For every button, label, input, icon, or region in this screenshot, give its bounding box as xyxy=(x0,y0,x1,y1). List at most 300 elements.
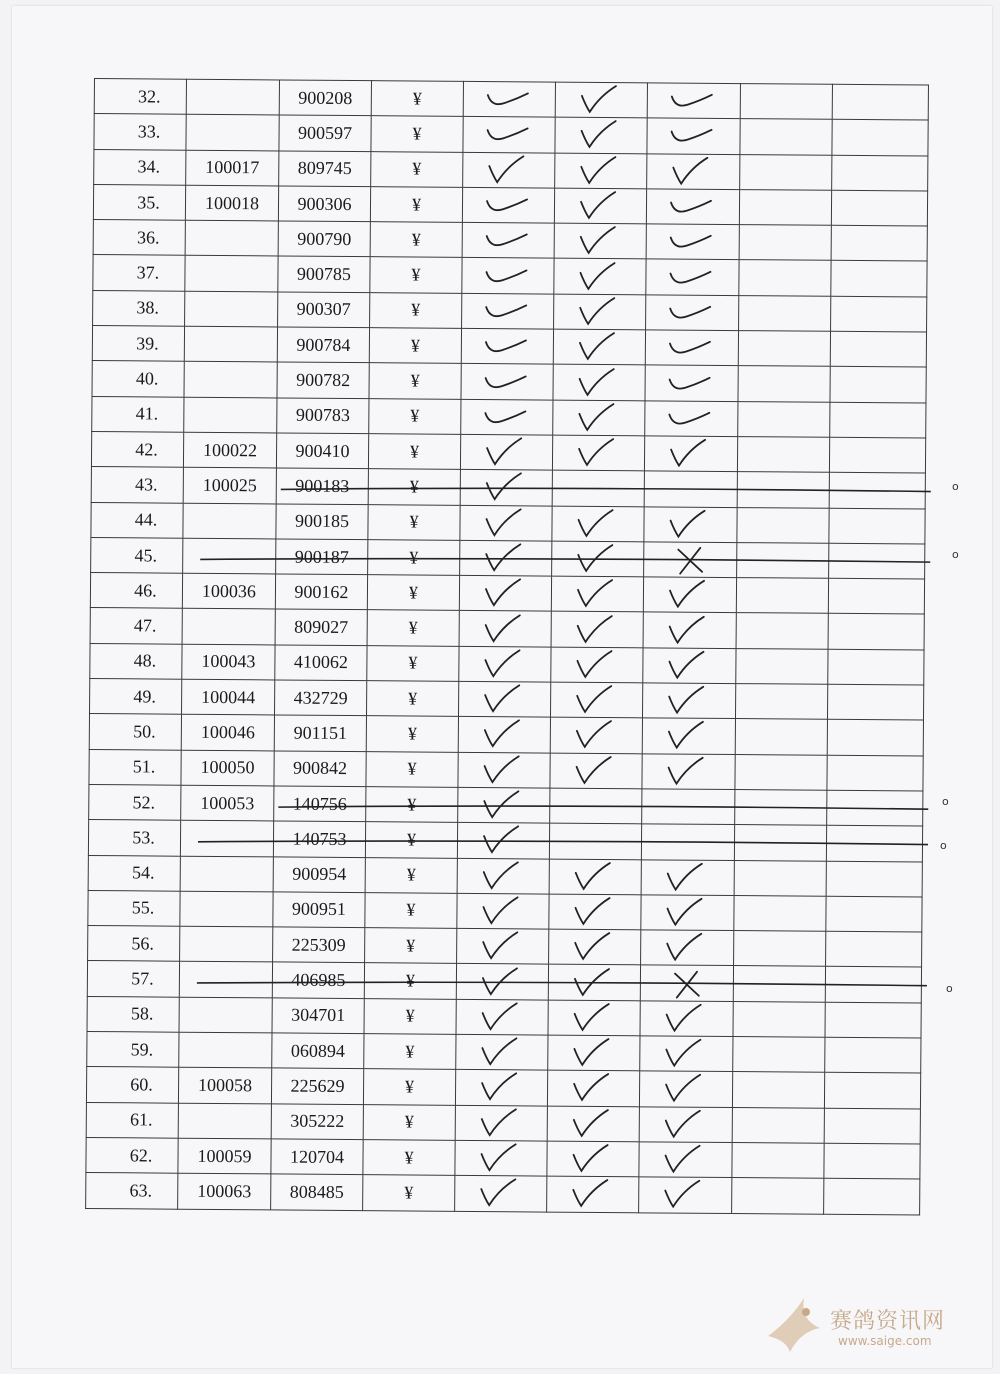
empty-cell xyxy=(737,507,829,543)
check-mark-icon xyxy=(471,1107,531,1139)
empty-cell xyxy=(832,84,928,120)
check-cell-2 xyxy=(547,1176,639,1212)
code-number: 432729 xyxy=(275,680,367,716)
check-cell-2 xyxy=(552,435,644,471)
yen-mark: ¥ xyxy=(364,963,456,999)
check-mark-icon xyxy=(563,1143,623,1175)
check-mark-icon xyxy=(657,896,717,928)
check-cell-2 xyxy=(547,1141,639,1177)
yen-mark: ¥ xyxy=(363,1069,455,1105)
check-cell-1 xyxy=(457,893,549,929)
empty-cell xyxy=(828,578,924,614)
check-cell-1 xyxy=(462,258,554,294)
ring-number: 100063 xyxy=(178,1173,271,1209)
row-number: 44. xyxy=(91,502,183,538)
empty-cell xyxy=(831,296,927,332)
check-cell-1 xyxy=(456,1034,548,1070)
check-mark-icon xyxy=(474,718,534,750)
check-mark-icon xyxy=(656,1073,716,1105)
code-number: 406985 xyxy=(272,962,364,998)
yen-mark: ¥ xyxy=(371,81,463,117)
ring-number xyxy=(183,538,276,574)
empty-cell xyxy=(740,154,832,190)
check-mark-icon xyxy=(657,932,717,964)
row-number: 34. xyxy=(94,149,186,185)
ring-number xyxy=(179,997,272,1033)
yen-mark: ¥ xyxy=(369,328,461,364)
check-mark-icon xyxy=(657,1002,717,1034)
check-cell-3 xyxy=(643,612,736,648)
check-mark-icon xyxy=(571,154,631,186)
check-cell-2 xyxy=(548,965,640,1001)
check-cell-1 xyxy=(455,1140,547,1176)
check-mark-icon xyxy=(655,1179,715,1211)
check-mark-icon xyxy=(662,296,722,328)
empty-cell xyxy=(826,861,922,897)
check-cell-1 xyxy=(458,717,550,753)
check-mark-icon xyxy=(564,966,624,998)
check-cell-2 xyxy=(552,506,644,542)
yen-mark: ¥ xyxy=(364,1034,456,1070)
empty-cell xyxy=(831,190,927,226)
check-mark-icon xyxy=(660,579,720,611)
yen-mark: ¥ xyxy=(367,575,459,611)
check-cell-3 xyxy=(639,1071,732,1107)
check-cell-3 xyxy=(646,259,739,295)
empty-cell xyxy=(824,1108,920,1144)
check-mark-icon xyxy=(571,119,631,151)
yen-mark: ¥ xyxy=(370,257,462,293)
check-cell-1 xyxy=(459,576,551,612)
yen-mark: ¥ xyxy=(370,222,462,258)
check-cell-3 xyxy=(645,330,738,366)
ring-number xyxy=(179,962,272,998)
check-cell-2 xyxy=(548,1035,640,1071)
row-number: 40. xyxy=(92,361,184,397)
check-cell-2 xyxy=(549,859,641,895)
ring-number xyxy=(180,820,273,856)
check-mark-icon xyxy=(662,332,722,364)
check-cell-2 xyxy=(550,788,642,824)
check-cell-3 xyxy=(641,930,734,966)
ring-number xyxy=(180,856,273,892)
empty-cell xyxy=(828,614,924,650)
check-mark-icon xyxy=(570,190,630,222)
check-mark-icon xyxy=(475,683,535,715)
check-mark-icon xyxy=(565,896,625,928)
check-mark-icon xyxy=(658,755,718,787)
empty-cell xyxy=(732,1107,824,1143)
empty-cell xyxy=(827,720,923,756)
row-number: 36. xyxy=(93,220,185,256)
check-cell-2 xyxy=(552,470,644,506)
check-mark-icon xyxy=(478,224,538,256)
ring-number xyxy=(184,397,277,433)
check-mark-icon xyxy=(567,684,627,716)
row-number: 59. xyxy=(87,1031,179,1067)
yen-mark: ¥ xyxy=(363,1140,455,1176)
check-mark-icon xyxy=(570,260,630,292)
empty-cell xyxy=(736,578,828,614)
code-number: 900185 xyxy=(276,504,368,540)
check-mark-icon xyxy=(568,437,628,469)
check-cell-3 xyxy=(646,295,739,331)
row-number: 49. xyxy=(90,679,182,715)
check-cell-2 xyxy=(554,294,646,330)
empty-cell xyxy=(832,120,928,156)
check-cell-2 xyxy=(553,400,645,436)
check-cell-2 xyxy=(553,364,645,400)
check-cell-2 xyxy=(552,541,644,577)
empty-cell xyxy=(829,437,925,473)
code-number: 900410 xyxy=(276,433,368,469)
ring-number xyxy=(184,362,277,398)
check-cell-1 xyxy=(457,858,549,894)
row-number: 53. xyxy=(88,820,180,856)
empty-cell xyxy=(829,473,925,509)
check-cell-1 xyxy=(458,752,550,788)
check-mark-icon xyxy=(563,1072,623,1104)
check-mark-icon xyxy=(662,261,722,293)
check-cell-1 xyxy=(461,328,553,364)
yen-mark: ¥ xyxy=(368,540,460,576)
yen-mark: ¥ xyxy=(363,1175,455,1211)
empty-cell xyxy=(831,261,927,297)
check-cell-1 xyxy=(460,470,552,506)
code-number: 140756 xyxy=(274,786,366,822)
margin-mark: o xyxy=(946,982,953,995)
empty-cell xyxy=(733,966,825,1002)
cross-mark-icon xyxy=(660,543,720,575)
yen-mark: ¥ xyxy=(369,398,461,434)
check-cell-3 xyxy=(642,753,735,789)
check-cell-3 xyxy=(645,365,738,401)
code-number: 809027 xyxy=(275,609,367,645)
empty-cell xyxy=(736,648,828,684)
check-mark-icon xyxy=(660,508,720,540)
check-cell-2 xyxy=(554,223,646,259)
code-number: 900785 xyxy=(278,256,370,292)
ring-number: 100022 xyxy=(183,432,276,468)
ring-number xyxy=(185,291,278,327)
code-number: 901151 xyxy=(274,715,366,751)
check-cell-1 xyxy=(456,999,548,1035)
code-number: 225309 xyxy=(273,927,365,963)
check-cell-3 xyxy=(641,895,734,931)
check-mark-icon xyxy=(659,685,719,717)
check-cell-1 xyxy=(460,434,552,470)
check-mark-icon xyxy=(471,1071,531,1103)
empty-cell xyxy=(737,437,829,473)
row-number: 61. xyxy=(86,1102,178,1138)
code-number: 900187 xyxy=(276,539,368,575)
table-row xyxy=(86,1173,920,1215)
check-cell-3 xyxy=(646,189,739,225)
check-mark-icon xyxy=(568,507,628,539)
check-mark-icon xyxy=(471,1177,531,1209)
row-number: 35. xyxy=(93,184,185,220)
check-cell-2 xyxy=(551,576,643,612)
ring-number: 100017 xyxy=(186,150,279,186)
check-cell-1 xyxy=(463,81,555,117)
ring-number: 100018 xyxy=(185,185,278,221)
check-cell-1 xyxy=(463,152,555,188)
watermark-title: 赛鸽资讯网 xyxy=(830,1309,946,1334)
code-number: 900954 xyxy=(273,856,365,892)
code-number: 900208 xyxy=(279,80,371,116)
check-cell-1 xyxy=(458,787,550,823)
empty-cell xyxy=(824,1073,920,1109)
empty-cell xyxy=(829,508,925,544)
check-cell-2 xyxy=(555,82,647,118)
empty-cell xyxy=(732,1178,824,1214)
check-table xyxy=(85,78,929,1215)
row-number: 43. xyxy=(91,467,183,503)
ring-number: 100044 xyxy=(182,679,275,715)
yen-mark: ¥ xyxy=(371,151,463,187)
empty-cell xyxy=(734,895,826,931)
empty-cell xyxy=(825,1037,921,1073)
yen-mark: ¥ xyxy=(368,469,460,505)
check-cell-3 xyxy=(640,965,733,1001)
code-number: 225629 xyxy=(271,1068,363,1104)
check-cell-3 xyxy=(640,1001,733,1037)
check-cell-2 xyxy=(551,647,643,683)
check-cell-3 xyxy=(644,542,737,578)
check-cell-3 xyxy=(641,824,734,860)
empty-cell xyxy=(738,331,830,367)
check-mark-icon xyxy=(656,1038,716,1070)
check-mark-icon xyxy=(565,860,625,892)
code-number: 900783 xyxy=(277,398,369,434)
empty-cell xyxy=(739,295,831,331)
check-cell-1 xyxy=(455,1176,547,1212)
row-number: 42. xyxy=(91,431,183,467)
yen-mark: ¥ xyxy=(365,857,457,893)
check-cell-1 xyxy=(456,964,548,1000)
yen-mark: ¥ xyxy=(371,116,463,152)
empty-cell xyxy=(827,755,923,791)
check-cell-2 xyxy=(549,823,641,859)
empty-cell xyxy=(825,1002,921,1038)
row-number: 52. xyxy=(89,784,181,820)
check-cell-3 xyxy=(643,577,736,613)
row-number: 45. xyxy=(91,537,183,573)
check-cell-3 xyxy=(639,1106,732,1142)
check-mark-icon xyxy=(569,331,629,363)
empty-cell xyxy=(735,789,827,825)
check-mark-icon xyxy=(663,191,723,223)
ring-number: 100043 xyxy=(182,644,275,680)
check-mark-icon xyxy=(477,330,537,362)
yen-mark: ¥ xyxy=(364,998,456,1034)
code-number: 900597 xyxy=(279,115,371,151)
check-mark-icon xyxy=(471,1142,531,1174)
check-cell-2 xyxy=(551,612,643,648)
yen-mark: ¥ xyxy=(366,681,458,717)
check-cell-1 xyxy=(459,611,551,647)
empty-cell xyxy=(734,825,826,861)
check-mark-icon xyxy=(475,577,535,609)
check-mark-icon xyxy=(475,648,535,680)
check-cell-3 xyxy=(646,224,739,260)
ring-number xyxy=(180,891,273,927)
yen-mark: ¥ xyxy=(370,292,462,328)
check-mark-icon xyxy=(569,402,629,434)
check-cell-3 xyxy=(639,1142,732,1178)
yen-mark: ¥ xyxy=(369,363,461,399)
margin-mark: o xyxy=(952,480,959,493)
ring-number xyxy=(182,609,275,645)
check-mark-icon xyxy=(478,260,538,292)
code-number: 900782 xyxy=(277,362,369,398)
check-mark-icon xyxy=(568,543,628,575)
row-number: 41. xyxy=(92,396,184,432)
row-number: 54. xyxy=(88,855,180,891)
check-cell-1 xyxy=(459,646,551,682)
ring-number xyxy=(185,256,278,292)
ring-number xyxy=(185,220,278,256)
yen-mark: ¥ xyxy=(366,751,458,787)
check-mark-icon xyxy=(479,154,539,186)
table-body xyxy=(86,79,929,1215)
empty-cell xyxy=(827,790,923,826)
empty-cell xyxy=(831,225,927,261)
ring-number: 100058 xyxy=(178,1068,271,1104)
check-mark-icon xyxy=(659,649,719,681)
check-cell-2 xyxy=(550,753,642,789)
yen-mark: ¥ xyxy=(368,434,460,470)
row-number: 56. xyxy=(88,926,180,962)
empty-cell xyxy=(832,155,928,191)
empty-cell xyxy=(735,684,827,720)
check-mark-icon xyxy=(474,754,534,786)
empty-cell xyxy=(829,543,925,579)
empty-cell xyxy=(736,613,828,649)
check-cell-1 xyxy=(458,681,550,717)
check-mark-icon xyxy=(479,83,539,115)
row-number: 33. xyxy=(94,114,186,150)
empty-cell xyxy=(740,84,832,120)
ring-number: 100053 xyxy=(181,785,274,821)
check-cell-2 xyxy=(548,1000,640,1036)
check-cell-2 xyxy=(550,682,642,718)
ring-number xyxy=(179,1032,272,1068)
check-mark-icon xyxy=(567,613,627,645)
margin-mark: o xyxy=(952,548,959,561)
check-cell-1 xyxy=(455,1105,547,1141)
check-mark-icon xyxy=(563,1107,623,1139)
check-cell-2 xyxy=(554,259,646,295)
empty-cell xyxy=(826,896,922,932)
empty-cell xyxy=(739,189,831,225)
ring-number: 100025 xyxy=(183,467,276,503)
check-cell-3 xyxy=(644,506,737,542)
check-cell-2 xyxy=(554,188,646,224)
empty-cell xyxy=(827,684,923,720)
check-mark-icon xyxy=(473,895,533,927)
empty-cell xyxy=(826,826,922,862)
row-number: 62. xyxy=(86,1137,178,1173)
yen-mark: ¥ xyxy=(366,787,458,823)
empty-cell xyxy=(830,367,926,403)
yen-mark: ¥ xyxy=(365,822,457,858)
empty-cell xyxy=(737,472,829,508)
code-number: 305222 xyxy=(271,1104,363,1140)
check-mark-icon xyxy=(571,84,631,116)
code-number: 900183 xyxy=(276,468,368,504)
check-cell-2 xyxy=(549,894,641,930)
check-mark-icon xyxy=(476,507,536,539)
row-number: 47. xyxy=(90,608,182,644)
empty-cell xyxy=(830,331,926,367)
check-cell-3 xyxy=(643,648,736,684)
empty-cell xyxy=(828,649,924,685)
empty-cell xyxy=(734,860,826,896)
empty-cell xyxy=(734,931,826,967)
code-number: 900842 xyxy=(274,751,366,787)
check-cell-3 xyxy=(644,471,737,507)
check-cell-3 xyxy=(647,83,740,119)
empty-cell xyxy=(738,366,830,402)
check-cell-2 xyxy=(555,117,647,153)
row-number: 60. xyxy=(86,1067,178,1103)
row-number: 57. xyxy=(87,961,179,997)
ring-number xyxy=(186,79,279,115)
check-mark-icon xyxy=(655,1143,715,1175)
row-number: 58. xyxy=(87,996,179,1032)
code-number: 140753 xyxy=(273,821,365,857)
check-cell-1 xyxy=(460,505,552,541)
row-number: 48. xyxy=(90,643,182,679)
check-mark-icon xyxy=(663,120,723,152)
code-number: 809745 xyxy=(279,151,371,187)
check-cell-1 xyxy=(457,929,549,965)
check-mark-icon xyxy=(472,966,532,998)
check-mark-icon xyxy=(475,613,535,645)
empty-cell xyxy=(825,967,921,1003)
check-mark-icon xyxy=(477,401,537,433)
ring-number xyxy=(186,115,279,151)
check-cell-1 xyxy=(462,293,554,329)
check-mark-icon xyxy=(477,366,537,398)
check-cell-3 xyxy=(642,683,735,719)
check-mark-icon xyxy=(570,225,630,257)
check-cell-2 xyxy=(547,1106,639,1142)
row-number: 39. xyxy=(92,326,184,362)
code-number: 900951 xyxy=(273,892,365,928)
check-cell-3 xyxy=(642,789,735,825)
empty-cell xyxy=(740,119,832,155)
check-cell-1 xyxy=(461,364,553,400)
check-cell-2 xyxy=(550,717,642,753)
check-cell-2 xyxy=(555,153,647,189)
check-cell-3 xyxy=(647,118,740,154)
ring-number xyxy=(178,1103,271,1139)
row-number: 55. xyxy=(88,890,180,926)
check-mark-icon xyxy=(564,1037,624,1069)
empty-cell xyxy=(733,1037,825,1073)
check-mark-icon xyxy=(570,296,630,328)
empty-cell xyxy=(824,1143,920,1179)
row-number: 51. xyxy=(89,749,181,785)
check-mark-icon xyxy=(474,789,534,821)
check-mark-icon xyxy=(479,118,539,150)
check-mark-icon xyxy=(566,719,626,751)
code-number: 808485 xyxy=(271,1174,363,1210)
row-number: 46. xyxy=(90,573,182,609)
record-sheet xyxy=(85,78,944,1233)
